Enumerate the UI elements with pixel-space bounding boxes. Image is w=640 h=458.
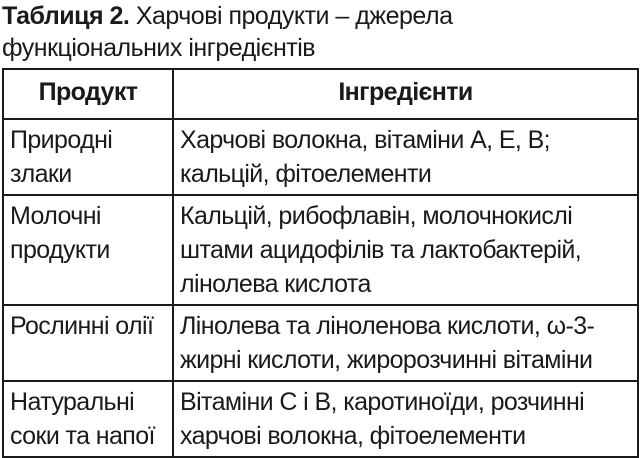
table-caption — [2, 0, 636, 64]
table-row — [3, 195, 638, 305]
product-cell: Молочні продукти — [3, 195, 173, 305]
table-row — [3, 119, 638, 195]
table-row — [3, 381, 638, 457]
table-row — [3, 305, 638, 381]
table-caption-text: Харчові продукти – джерела функціональних інгредієнтів — [2, 2, 453, 62]
table-header-row — [3, 69, 638, 119]
ingredients-cell: Лінолева та ліноленова кислоти, ω-3-жирні кислоти, жиророзчинні вітаміни — [173, 305, 638, 381]
ingredients-cell: Харчові волокна, вітаміни А, Е, В; кальцій, фітоелементи — [173, 119, 638, 195]
ingredients-table — [2, 68, 639, 458]
column-header-product: Продукт — [3, 69, 173, 119]
ingredients-cell: Вітаміни С і В, каротиноїди, розчинні харчові волокна, фітоелементи — [173, 381, 638, 457]
ingredients-cell: Кальцій, рибофлавін, молочнокислі штами ацидофілів та лактобактерій, лінолева кислота — [173, 195, 638, 305]
table-caption-label: Таблиця 2. — [2, 2, 130, 30]
product-cell: Рослинні олії — [3, 305, 173, 381]
column-header-ingredients: Інгредієнти — [173, 69, 638, 119]
product-cell: Натуральні соки та напої — [3, 381, 173, 457]
product-cell: Природні злаки — [3, 119, 173, 195]
